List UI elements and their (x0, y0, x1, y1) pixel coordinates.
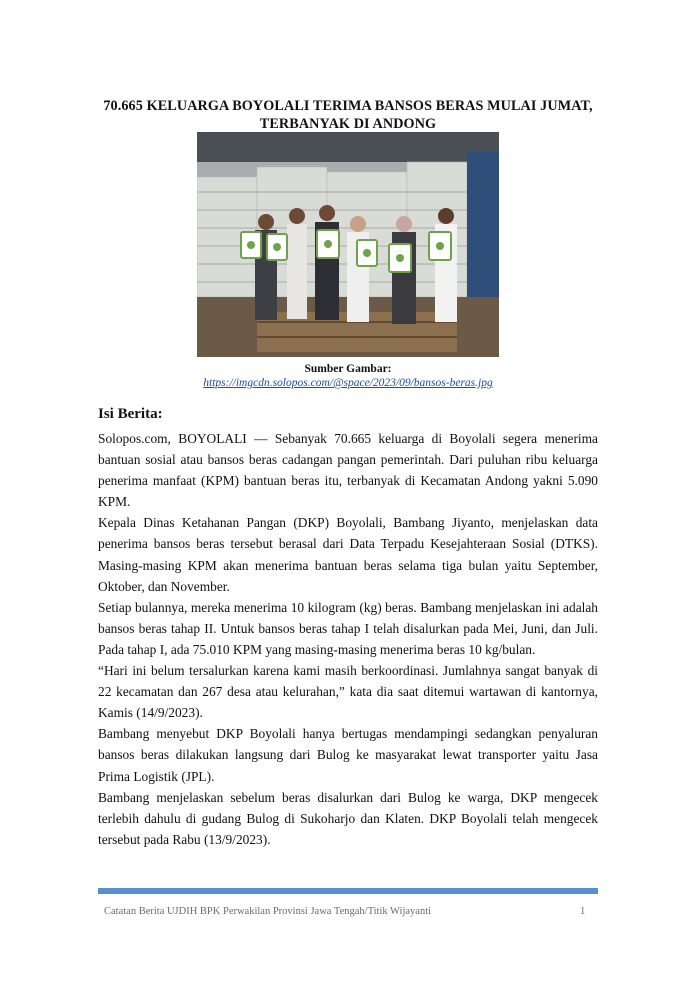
page-number: 1 (580, 906, 586, 917)
article-photo (197, 132, 499, 357)
article-body (98, 428, 598, 850)
article-title: 70.665 KELUARGA BOYOLALI TERIMA BANSOS BERAS MULAI JUMAT, TERBANYAK DI ANDONG (103, 98, 593, 132)
paragraph: Solopos.com, BOYOLALI — Sebanyak 70.665 keluarga di Boyolali segera menerima bantuan sosial atau bansos beras cadangan pangan pemerintah. Dari puluhan ribu keluarga penerima manfaat (KPM) bantuan beras itu, terbanyak di Kecamatan Andong yakni 5.090 KPM. (98, 431, 598, 510)
image-source-link[interactable]: https://imgcdn.solopos.com/@space/2023/09/bansos-beras.jpg (203, 377, 493, 389)
paragraph: Kepala Dinas Ketahanan Pangan (DKP) Boyolali, Bambang Jiyanto, menjelaskan data penerima bansos beras tersebut berasal dari Data Terpadu Kesejahteraan Sosial (DTKS). Masing-masing KPM akan menerima bantuan beras selama tiga bulan yaitu September, Oktober, dan November. (98, 515, 598, 594)
paragraph: “Hari ini belum tersalurkan karena kami masih berkoordinasi. Jumlahnya sangat banyak di 22 kecamatan dan 267 desa atau kelurahan,” kata dia saat ditemui wartawan di kantornya, Kamis (14/9/2023). (98, 663, 598, 721)
section-heading: Isi Berita: (98, 406, 163, 422)
image-caption-label: Sumber Gambar: (304, 363, 392, 375)
warehouse-photo-illustration (197, 132, 499, 357)
paragraph: Bambang menyebut DKP Boyolali hanya bertugas mendampingi sedangkan penyaluran bansos beras dilakukan langsung dari Bulog ke masyarakat lewat transporter yaitu Jasa Prima Logistik (JPL). (98, 726, 598, 784)
paragraph: Setiap bulannya, mereka menerima 10 kilogram (kg) beras. Bambang menjelaskan ini adalah bansos beras tahap II. Untuk bansos beras tahap I telah disalurkan pada Mei, Juni, dan Juli. Pada tahap I, ada 75.010 KPM yang masing-masing menerima beras 10 kg/bulan. (98, 599, 598, 657)
footer-text: Catatan Berita UJDIH BPK Perwakilan Provinsi Jawa Tengah/Titik Wijayanti (104, 906, 432, 917)
paragraph: Bambang menjelaskan sebelum beras disalurkan dari Bulog ke warga, DKP mengecek terlebih dahulu di gudang Bulog di Sukoharjo dan Klaten. DKP Boyolali telah mengecek tersebut pada Rabu (13/9/2023). (98, 789, 598, 847)
footer-rule (98, 888, 598, 894)
